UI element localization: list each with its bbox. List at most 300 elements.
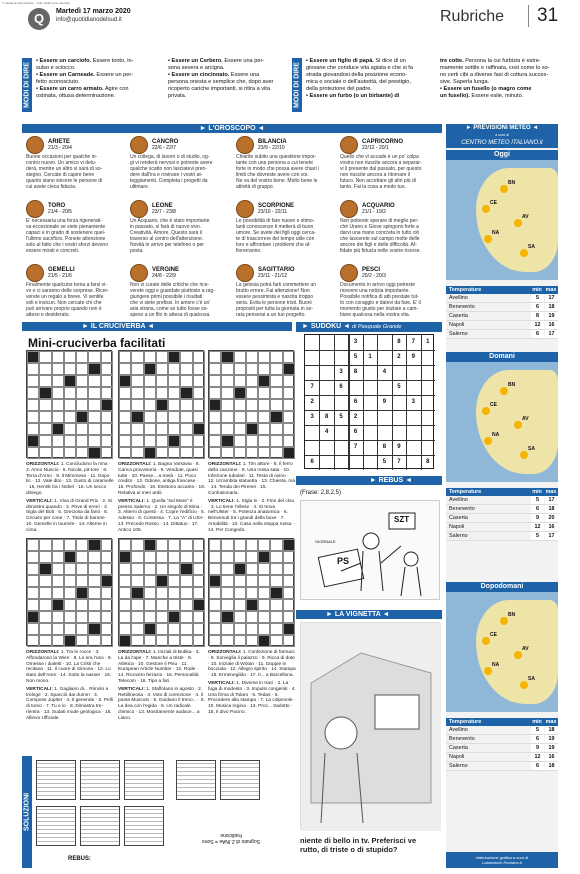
crossword-cell[interactable] [156,611,168,623]
crossword-cell[interactable] [221,399,233,411]
crossword-cell[interactable] [131,575,143,587]
crossword-cell[interactable] [64,435,76,447]
crossword-cell[interactable] [270,623,282,635]
crossword-cell[interactable] [76,423,88,435]
crossword-cell[interactable] [131,423,143,435]
crossword-cell[interactable] [283,411,295,423]
crossword-cell[interactable] [283,423,295,435]
crossword-cell[interactable] [234,423,246,435]
crossword-cell[interactable] [221,363,233,375]
crossword-cell[interactable] [168,575,180,587]
crossword-cell[interactable] [258,563,270,575]
crossword-cell[interactable] [39,411,51,423]
crossword-cell[interactable] [88,411,100,423]
crossword-cell[interactable] [209,551,221,563]
crossword-cell[interactable] [168,387,180,399]
crossword-cell[interactable] [168,551,180,563]
crossword-cell[interactable] [64,599,76,611]
crossword-grid[interactable] [208,350,294,458]
crossword-cell[interactable] [193,435,205,447]
crossword-grid[interactable] [118,538,204,646]
crossword-cell[interactable] [76,551,88,563]
crossword-cell[interactable] [209,599,221,611]
crossword-cell[interactable] [52,399,64,411]
crossword-cell[interactable] [168,423,180,435]
crossword-cell[interactable] [52,363,64,375]
crossword-cell[interactable] [180,423,192,435]
crossword-cell[interactable] [246,539,258,551]
crossword-cell[interactable] [209,351,221,363]
crossword-cell[interactable] [119,587,131,599]
crossword-cell[interactable] [209,423,221,435]
crossword-cell[interactable] [209,623,221,635]
crossword-cell[interactable] [246,551,258,563]
crossword-cell[interactable] [131,435,143,447]
crossword-cell[interactable] [52,623,64,635]
crossword-cell[interactable] [156,363,168,375]
crossword-cell[interactable] [88,399,100,411]
crossword-cell[interactable] [64,539,76,551]
crossword-cell[interactable] [101,623,113,635]
crossword-cell[interactable] [76,447,88,459]
crossword-cell[interactable] [246,447,258,459]
crossword-cell[interactable] [180,399,192,411]
crossword-cell[interactable] [27,363,39,375]
crossword-cell[interactable] [76,611,88,623]
crossword-cell[interactable] [39,635,51,647]
crossword-cell[interactable] [76,623,88,635]
crossword-cell[interactable] [131,351,143,363]
crossword-cell[interactable] [193,575,205,587]
crossword-cell[interactable] [119,351,131,363]
crossword-cell[interactable] [88,551,100,563]
crossword-cell[interactable] [234,363,246,375]
crossword-cell[interactable] [101,635,113,647]
crossword-cell[interactable] [221,563,233,575]
crossword-cell[interactable] [88,435,100,447]
crossword-cell[interactable] [168,635,180,647]
crossword-cell[interactable] [193,399,205,411]
crossword-cell[interactable] [193,611,205,623]
crossword-cell[interactable] [246,635,258,647]
crossword-cell[interactable] [246,575,258,587]
crossword-cell[interactable] [88,375,100,387]
crossword-cell[interactable] [156,423,168,435]
crossword-cell[interactable] [119,539,131,551]
crossword-cell[interactable] [76,363,88,375]
crossword-cell[interactable] [52,587,64,599]
crossword-cell[interactable] [283,399,295,411]
crossword-cell[interactable] [39,551,51,563]
crossword-cell[interactable] [180,587,192,599]
crossword-cell[interactable] [283,351,295,363]
crossword-cell[interactable] [101,611,113,623]
crossword-cell[interactable] [39,447,51,459]
crossword-cell[interactable] [119,599,131,611]
crossword-cell[interactable] [270,575,282,587]
crossword-cell[interactable] [101,563,113,575]
crossword-cell[interactable] [119,387,131,399]
crossword-cell[interactable] [156,551,168,563]
crossword-cell[interactable] [180,435,192,447]
crossword-cell[interactable] [221,575,233,587]
crossword-cell[interactable] [64,623,76,635]
crossword-cell[interactable] [64,563,76,575]
crossword-cell[interactable] [209,435,221,447]
crossword-cell[interactable] [168,587,180,599]
crossword-cell[interactable] [76,563,88,575]
crossword-cell[interactable] [156,387,168,399]
crossword-cell[interactable] [221,623,233,635]
crossword-cell[interactable] [283,551,295,563]
crossword-cell[interactable] [246,435,258,447]
crossword-cell[interactable] [283,575,295,587]
crossword-cell[interactable] [64,587,76,599]
crossword-cell[interactable] [234,447,246,459]
crossword-cell[interactable] [283,375,295,387]
crossword-cell[interactable] [168,623,180,635]
crossword-cell[interactable] [270,447,282,459]
crossword-cell[interactable] [270,363,282,375]
crossword-cell[interactable] [156,411,168,423]
crossword-cell[interactable] [52,351,64,363]
crossword-cell[interactable] [76,399,88,411]
crossword-cell[interactable] [52,563,64,575]
crossword-cell[interactable] [156,599,168,611]
crossword-cell[interactable] [221,635,233,647]
crossword-cell[interactable] [101,447,113,459]
crossword-cell[interactable] [221,411,233,423]
crossword-cell[interactable] [270,599,282,611]
crossword-cell[interactable] [180,635,192,647]
crossword-cell[interactable] [39,375,51,387]
crossword-cell[interactable] [270,387,282,399]
crossword-cell[interactable] [64,423,76,435]
crossword-cell[interactable] [258,411,270,423]
crossword-cell[interactable] [131,539,143,551]
contact-email[interactable]: info@quotidianodelsud.it [56,17,122,23]
crossword-cell[interactable] [101,351,113,363]
crossword-cell[interactable] [52,447,64,459]
crossword-cell[interactable] [101,539,113,551]
crossword-cell[interactable] [221,375,233,387]
crossword-cell[interactable] [221,599,233,611]
crossword-cell[interactable] [156,563,168,575]
crossword-cell[interactable] [144,375,156,387]
crossword-cell[interactable] [101,587,113,599]
crossword-cell[interactable] [64,611,76,623]
crossword-cell[interactable] [221,423,233,435]
crossword-cell[interactable] [76,387,88,399]
crossword-cell[interactable] [101,387,113,399]
crossword-cell[interactable] [27,623,39,635]
crossword-cell[interactable] [131,375,143,387]
crossword-cell[interactable] [156,539,168,551]
crossword-cell[interactable] [209,411,221,423]
crossword-cell[interactable] [76,375,88,387]
crossword-cell[interactable] [168,375,180,387]
crossword-cell[interactable] [258,399,270,411]
crossword-cell[interactable] [258,539,270,551]
crossword-cell[interactable] [131,363,143,375]
crossword-cell[interactable] [234,623,246,635]
crossword-cell[interactable] [283,599,295,611]
crossword-cell[interactable] [144,587,156,599]
crossword-cell[interactable] [234,399,246,411]
crossword-cell[interactable] [119,575,131,587]
crossword-cell[interactable] [234,611,246,623]
crossword-cell[interactable] [52,551,64,563]
crossword-cell[interactable] [209,387,221,399]
crossword-cell[interactable] [144,435,156,447]
crossword-cell[interactable] [193,363,205,375]
crossword-cell[interactable] [52,411,64,423]
crossword-cell[interactable] [144,575,156,587]
crossword-cell[interactable] [246,387,258,399]
crossword-cell[interactable] [180,447,192,459]
crossword-cell[interactable] [27,587,39,599]
crossword-cell[interactable] [101,435,113,447]
crossword-cell[interactable] [180,351,192,363]
crossword-cell[interactable] [258,611,270,623]
crossword-cell[interactable] [234,587,246,599]
crossword-cell[interactable] [246,399,258,411]
crossword-cell[interactable] [193,551,205,563]
crossword-cell[interactable] [156,447,168,459]
crossword-cell[interactable] [193,387,205,399]
crossword-cell[interactable] [193,351,205,363]
crossword-cell[interactable] [209,611,221,623]
crossword-cell[interactable] [27,599,39,611]
crossword-cell[interactable] [193,563,205,575]
crossword-cell[interactable] [64,399,76,411]
crossword-cell[interactable] [131,447,143,459]
crossword-cell[interactable] [76,599,88,611]
crossword-cell[interactable] [64,363,76,375]
crossword-cell[interactable] [88,575,100,587]
crossword-cell[interactable] [193,447,205,459]
crossword-cell[interactable] [246,587,258,599]
crossword-cell[interactable] [283,435,295,447]
crossword-cell[interactable] [144,411,156,423]
crossword-cell[interactable] [52,635,64,647]
crossword-grid[interactable] [26,538,112,646]
crossword-cell[interactable] [258,447,270,459]
crossword-grid[interactable] [118,350,204,458]
crossword-cell[interactable] [180,611,192,623]
crossword-cell[interactable] [131,551,143,563]
crossword-cell[interactable] [27,387,39,399]
crossword-cell[interactable] [131,563,143,575]
crossword-cell[interactable] [27,575,39,587]
crossword-cell[interactable] [39,435,51,447]
crossword-cell[interactable] [119,623,131,635]
crossword-cell[interactable] [52,387,64,399]
crossword-cell[interactable] [27,399,39,411]
crossword-cell[interactable] [39,399,51,411]
crossword-cell[interactable] [258,623,270,635]
crossword-cell[interactable] [221,539,233,551]
crossword-cell[interactable] [270,551,282,563]
crossword-cell[interactable] [131,387,143,399]
crossword-cell[interactable] [39,423,51,435]
crossword-cell[interactable] [39,539,51,551]
crossword-cell[interactable] [52,575,64,587]
crossword-cell[interactable] [209,363,221,375]
crossword-cell[interactable] [64,447,76,459]
crossword-cell[interactable] [101,551,113,563]
crossword-cell[interactable] [234,539,246,551]
crossword-cell[interactable] [193,539,205,551]
crossword-cell[interactable] [39,587,51,599]
crossword-cell[interactable] [119,411,131,423]
crossword-cell[interactable] [234,575,246,587]
crossword-cell[interactable] [234,351,246,363]
crossword-cell[interactable] [270,611,282,623]
crossword-cell[interactable] [180,575,192,587]
crossword-cell[interactable] [76,435,88,447]
crossword-cell[interactable] [180,599,192,611]
crossword-cell[interactable] [119,363,131,375]
crossword-cell[interactable] [39,623,51,635]
crossword-cell[interactable] [156,375,168,387]
crossword-cell[interactable] [258,363,270,375]
crossword-cell[interactable] [168,411,180,423]
crossword-cell[interactable] [168,563,180,575]
crossword-cell[interactable] [144,399,156,411]
crossword-cell[interactable] [180,411,192,423]
crossword-cell[interactable] [119,435,131,447]
crossword-cell[interactable] [27,539,39,551]
crossword-cell[interactable] [156,351,168,363]
crossword-cell[interactable] [270,399,282,411]
crossword-cell[interactable] [131,635,143,647]
crossword-cell[interactable] [258,587,270,599]
crossword-cell[interactable] [221,387,233,399]
crossword-cell[interactable] [88,387,100,399]
crossword-grid[interactable] [208,538,294,646]
crossword-cell[interactable] [88,587,100,599]
crossword-cell[interactable] [144,563,156,575]
crossword-cell[interactable] [131,623,143,635]
crossword-cell[interactable] [88,351,100,363]
crossword-cell[interactable] [270,375,282,387]
crossword-cell[interactable] [27,447,39,459]
crossword-cell[interactable] [234,375,246,387]
crossword-cell[interactable] [131,611,143,623]
crossword-cell[interactable] [64,575,76,587]
crossword-cell[interactable] [144,351,156,363]
crossword-cell[interactable] [27,375,39,387]
crossword-cell[interactable] [88,599,100,611]
crossword-cell[interactable] [76,351,88,363]
crossword-cell[interactable] [209,563,221,575]
crossword-cell[interactable] [39,575,51,587]
crossword-cell[interactable] [27,411,39,423]
crossword-cell[interactable] [221,587,233,599]
crossword-cell[interactable] [258,599,270,611]
crossword-cell[interactable] [209,539,221,551]
crossword-cell[interactable] [52,375,64,387]
crossword-cell[interactable] [246,375,258,387]
crossword-cell[interactable] [270,351,282,363]
crossword-cell[interactable] [209,447,221,459]
crossword-cell[interactable] [76,539,88,551]
crossword-cell[interactable] [209,587,221,599]
crossword-cell[interactable] [234,599,246,611]
crossword-cell[interactable] [270,539,282,551]
crossword-cell[interactable] [234,435,246,447]
crossword-cell[interactable] [168,599,180,611]
crossword-cell[interactable] [131,399,143,411]
crossword-cell[interactable] [180,623,192,635]
crossword-cell[interactable] [258,387,270,399]
crossword-cell[interactable] [221,447,233,459]
crossword-cell[interactable] [156,635,168,647]
crossword-cell[interactable] [283,635,295,647]
crossword-cell[interactable] [283,563,295,575]
crossword-cell[interactable] [156,435,168,447]
crossword-cell[interactable] [52,611,64,623]
crossword-cell[interactable] [234,551,246,563]
crossword-cell[interactable] [39,351,51,363]
crossword-cell[interactable] [193,375,205,387]
crossword-cell[interactable] [144,635,156,647]
crossword-cell[interactable] [168,399,180,411]
crossword-cell[interactable] [27,423,39,435]
crossword-cell[interactable] [27,635,39,647]
crossword-cell[interactable] [101,363,113,375]
crossword-cell[interactable] [168,363,180,375]
crossword-cell[interactable] [119,399,131,411]
crossword-cell[interactable] [144,599,156,611]
crossword-cell[interactable] [64,351,76,363]
crossword-cell[interactable] [88,563,100,575]
crossword-cell[interactable] [88,423,100,435]
crossword-cell[interactable] [270,435,282,447]
crossword-cell[interactable] [180,539,192,551]
crossword-cell[interactable] [180,551,192,563]
crossword-cell[interactable] [39,363,51,375]
crossword-cell[interactable] [270,563,282,575]
crossword-cell[interactable] [246,611,258,623]
crossword-cell[interactable] [270,423,282,435]
crossword-cell[interactable] [131,599,143,611]
crossword-cell[interactable] [144,387,156,399]
crossword-cell[interactable] [52,435,64,447]
crossword-cell[interactable] [258,575,270,587]
crossword-cell[interactable] [156,623,168,635]
crossword-cell[interactable] [246,563,258,575]
crossword-cell[interactable] [180,363,192,375]
crossword-cell[interactable] [168,539,180,551]
crossword-cell[interactable] [283,387,295,399]
crossword-cell[interactable] [144,423,156,435]
crossword-cell[interactable] [168,447,180,459]
crossword-cell[interactable] [209,635,221,647]
sudoku-grid[interactable] [304,334,434,469]
crossword-cell[interactable] [101,375,113,387]
crossword-cell[interactable] [283,587,295,599]
crossword-cell[interactable] [144,551,156,563]
crossword-cell[interactable] [258,351,270,363]
crossword-cell[interactable] [76,575,88,587]
crossword-cell[interactable] [101,411,113,423]
crossword-cell[interactable] [258,435,270,447]
crossword-cell[interactable] [64,387,76,399]
crossword-cell[interactable] [101,599,113,611]
crossword-cell[interactable] [101,423,113,435]
